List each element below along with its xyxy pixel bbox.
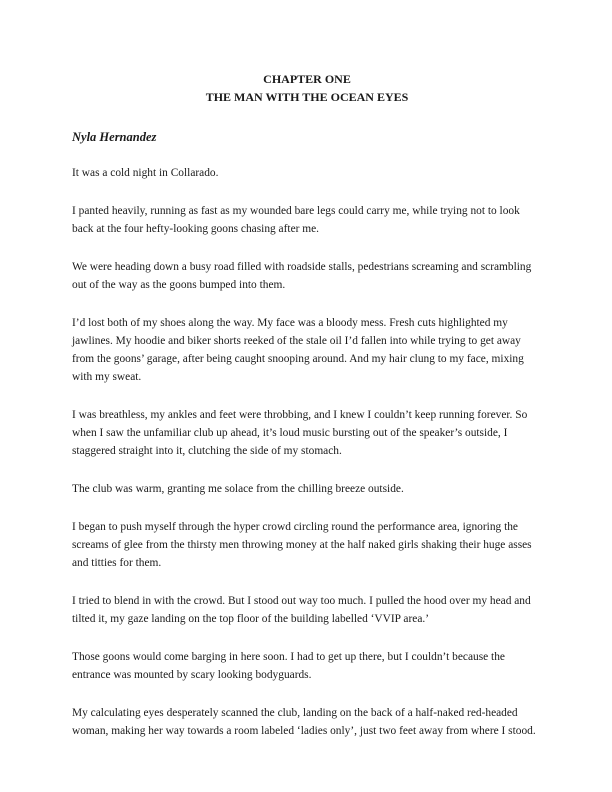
paragraph: I’d lost both of my shoes along the way. My face was a bloody mess. Fresh cuts highlighted my jawlines. My hoodie and biker shorts reeked of the stale oil I’d fallen into while trying to get away from the goons’ garage, after being caught snooping around. And my hair clung to my face, mixing with my sweat. xyxy=(72,317,524,383)
author-name: Nyla Hernandez xyxy=(72,130,157,144)
chapter-title: THE MAN WITH THE OCEAN EYES xyxy=(205,90,409,104)
paragraph: The club was warm, granting me solace from the chilling breeze outside. xyxy=(72,483,404,495)
paragraph: It was a cold night in Collarado. xyxy=(72,167,219,179)
paragraph: My calculating eyes desperately scanned the club, landing on the back of a half-naked red-headed woman, making her way towards a room labeled ‘ladies only’, just two feet away from where I stood. xyxy=(72,707,536,737)
paragraph: Those goons would come barging in here soon. I had to get up there, but I couldn’t because the entrance was mounted by scary looking bodyguards. xyxy=(72,651,505,681)
paragraph: I tried to blend in with the crowd. But I stood out way too much. I pulled the hood over my head and tilted it, my gaze landing on the top floor of the building labelled ‘VVIP area.’ xyxy=(72,595,531,625)
paragraph: I was breathless, my ankles and feet were throbbing, and I knew I couldn’t keep running forever. So when I saw the unfamiliar club up ahead, it’s loud music bursting out of the speaker’s outside, I staggered straight into it, clutching the side of my stomach. xyxy=(72,409,528,457)
paragraph: I panted heavily, running as fast as my wounded bare legs could carry me, while trying not to look back at the four hefty-looking goons chasing after me. xyxy=(72,205,520,235)
paragraph: We were heading down a busy road filled with roadside stalls, pedestrians screaming and scrambling out of the way as the goons bumped into them. xyxy=(72,261,532,291)
chapter-number: CHAPTER ONE xyxy=(263,72,351,86)
document-page xyxy=(72,70,542,740)
paragraph: I began to push myself through the hyper crowd circling round the performance area, ignoring the screams of glee from the thirsty men throwing money at the half naked girls shaking their huge asses and titties for them. xyxy=(72,521,532,569)
